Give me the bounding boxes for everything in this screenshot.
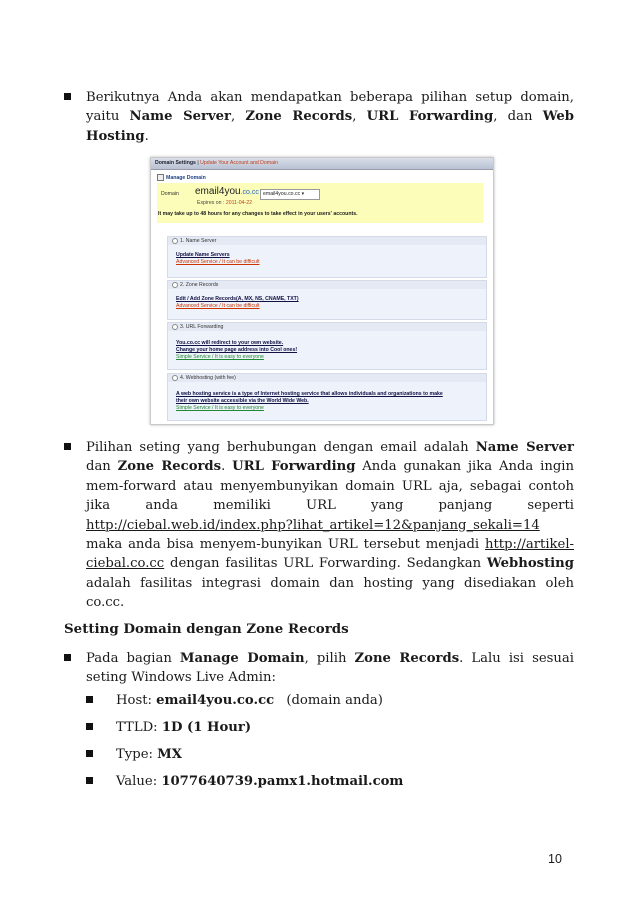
domain-info-box: Domain email4you.co.cc email4you.co.cc ▾ Expires on : 2011-04-22 It may take up to 48 hours for any changes to take effect in your users' accounts. — [157, 183, 483, 223]
radio-icon — [172, 375, 178, 381]
paragraph-text: Berikutnya Anda akan mendapatkan beberapa pilihan setup domain, yaitu Name Server, Zone Records, URL Forwarding, dan Web Hosting. — [86, 90, 575, 144]
bullet-paragraph-manage-domain — [64, 649, 574, 688]
long-url-link[interactable]: http://ciebal.web.id/index.php?lihat_artikel=12&panjang_sekali=14 — [86, 517, 540, 533]
option-name-server: 1. Name Server Update Name Servers Advanced Service / It can be difficult — [167, 236, 487, 278]
radio-icon — [172, 282, 178, 288]
paragraph-text: Pada bagian Manage Domain, pilih Zone Records. Lalu isi sesuai seting Windows Live Admin: — [86, 651, 574, 686]
square-bullet-icon — [64, 654, 71, 661]
domain-name: email4you.co.cc — [195, 186, 259, 197]
setting-ttl: TTLD: 1D (1 Hour) — [100, 718, 251, 737]
section-heading: Setting Domain dengan Zone Records — [64, 621, 349, 637]
collapse-icon — [157, 174, 164, 181]
square-bullet-icon — [86, 750, 93, 757]
square-bullet-icon — [64, 443, 71, 450]
setting-value: Value: 1077640739.pamx1.hotmail.com — [100, 772, 403, 791]
expires-info: Expires on : 2011-04-22 — [197, 200, 252, 206]
short-url-link[interactable]: http://artikel-ciebal.co.cc — [86, 537, 574, 572]
screenshot-tab-bar: Domain Settings | Update Your Account and Domain — [151, 158, 493, 170]
bullet-paragraph-email-settings — [64, 438, 574, 613]
option-webhosting: 4. Webhosting (with fee) A web hosting service is a type of Internet hosting service that allows individuals and organizations to make their own website accessible via the World Wide Web. Simple Service / It is easy to everyone — [167, 373, 487, 421]
page-number: 10 — [548, 852, 562, 866]
domain-settings-screenshot — [150, 157, 494, 425]
setting-type: Type: MX — [100, 745, 182, 764]
radio-icon — [172, 238, 178, 244]
option-url-forwarding: 3. URL Forwarding You.co.cc will redirect to your own website. Change your home page address into Cool ones! Simple Service / It is easy to everyone — [167, 322, 487, 370]
domain-select: email4you.co.cc ▾ — [260, 189, 320, 200]
square-bullet-icon — [86, 723, 93, 730]
setting-host: Host: email4you.co.cc (domain anda) — [100, 691, 383, 710]
square-bullet-icon — [64, 93, 71, 100]
paragraph-text: Pilihan seting yang berhubungan dengan email adalah Name Server dan Zone Records. URL Forwarding Anda gunakan jika Anda ingin mem-forward atau menyembunyikan domain URL aja, sebagai contoh jika anda memiliki URL yang panjang seperti http://ciebal.web.id/index.php?lihat_artikel=12&panjang_sekali=14 maka anda bisa menyem-bunyikan URL tersebut menjadi http://artikel-ciebal.co.cc dengan fasilitas URL Forwarding. Sedangkan Webhosting adalah fasilitas integrasi domain dan hosting yang disediakan oleh co.cc. — [86, 440, 575, 611]
option-zone-records: 2. Zone Records Edit / Add Zone Records(A, MX, NS, CNAME, TXT) Advanced Service / It can be difficult — [167, 280, 487, 320]
propagation-warning: It may take up to 48 hours for any changes to take effect in your users' accounts. — [158, 211, 358, 217]
radio-icon — [172, 324, 178, 330]
square-bullet-icon — [86, 696, 93, 703]
square-bullet-icon — [86, 777, 93, 784]
bullet-paragraph-setup-options — [64, 88, 574, 146]
manage-domain-title: Manage Domain — [157, 174, 487, 183]
